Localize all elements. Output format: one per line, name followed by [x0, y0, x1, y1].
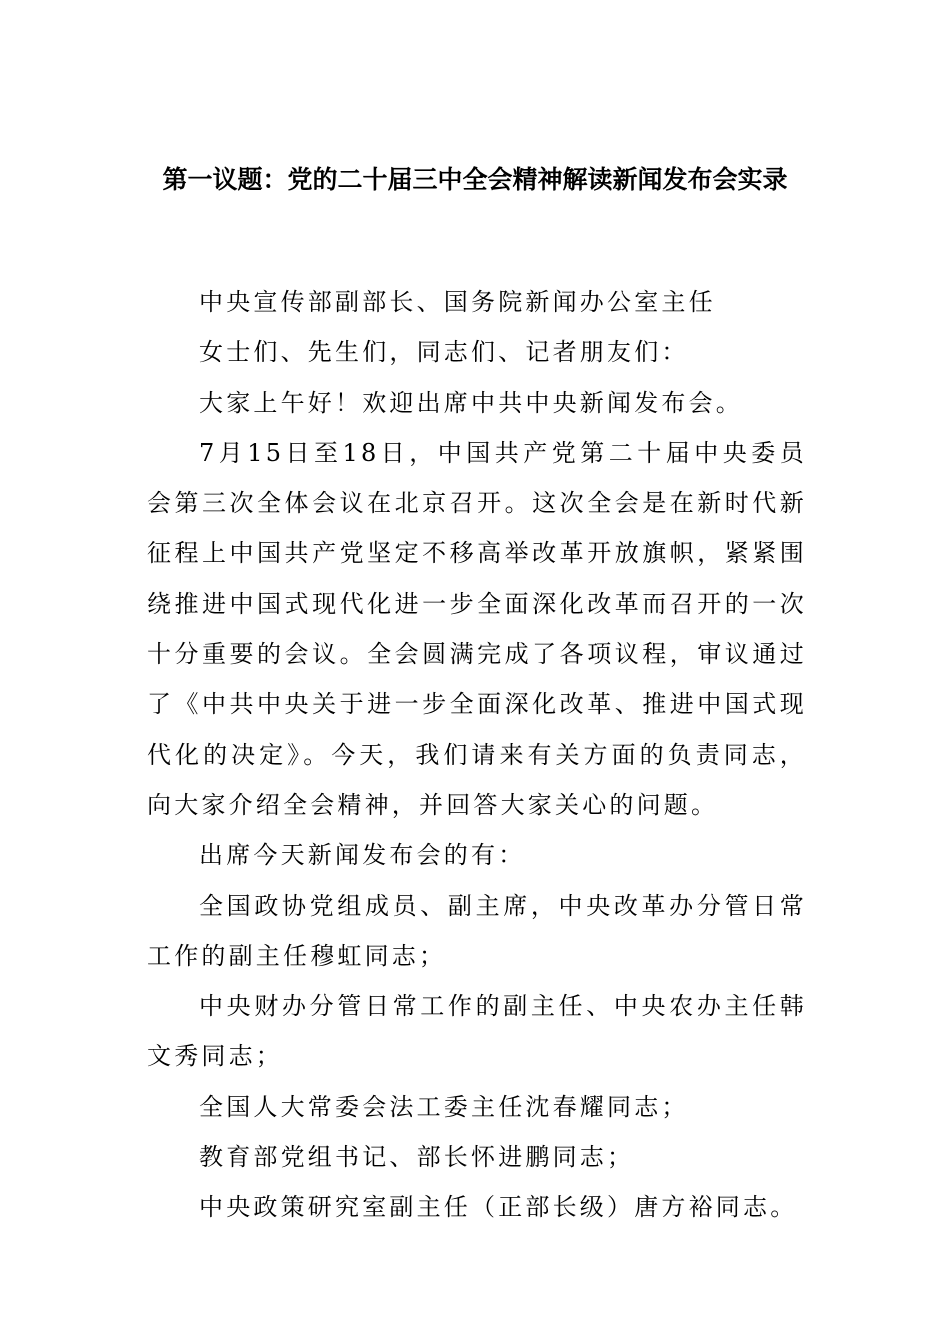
paragraph-attendee: 中央政策研究室副主任（正部长级）唐方裕同志。	[199, 1193, 798, 1222]
document-body	[147, 277, 807, 1233]
paragraph-attendee: 教育部党组书记、部长怀进鹏同志；	[199, 1143, 635, 1172]
paragraph-speaker: 中央宣传部副部长、国务院新闻办公室主任	[199, 288, 716, 316]
paragraph-attendee: 全国政协党组成员、副主席，中央改革办分管日常工作的副主任穆虹同志；	[147, 891, 807, 970]
paragraph-attendees-intro: 出席今天新闻发布会的有：	[199, 841, 526, 870]
paragraph-welcome: 大家上午好！欢迎出席中共中央新闻发布会。	[199, 388, 743, 417]
paragraph-plenum-intro: 7月15日至18日，中国共产党第二十届中央委员会第三次全体会议在北京召开。这次全会是在新时代新征程上中国共产党坚定不移高举改革开放旗帜，紧紧围绕推进中国式现代化进一步全面深化改革而召开的一次十分重要的会议。全会圆满完成了各项议程，审议通过了《中共中央关于进一步全面深化改革、推进中国式现代化的决定》。今天，我们请来有关方面的负责同志，向大家介绍全会精神，并回答大家关心的问题。	[147, 438, 807, 819]
paragraph-attendee: 全国人大常委会法工委主任沈春耀同志；	[199, 1092, 689, 1121]
document-title: 第一议题：党的二十届三中全会精神解读新闻发布会实录	[162, 165, 788, 194]
paragraph-attendee: 中央财办分管日常工作的副主任、中央农办主任韩文秀同志；	[147, 992, 807, 1071]
paragraph-greeting: 女士们、先生们，同志们、记者朋友们：	[199, 338, 689, 367]
